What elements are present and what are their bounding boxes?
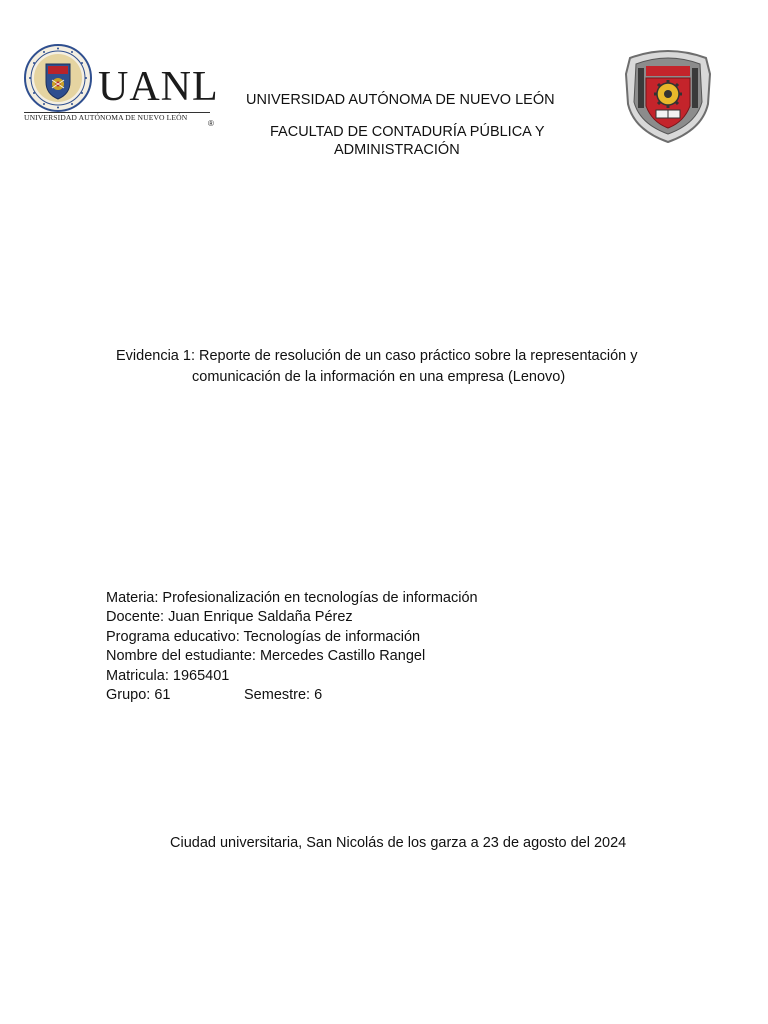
- registered-mark: ®: [208, 119, 214, 128]
- university-name: UNIVERSIDAD AUTÓNOMA DE NUEVO LEÓN: [246, 92, 555, 108]
- faculty-name-line-1: FACULTAD DE CONTADURÍA PÚBLICA Y: [270, 124, 545, 140]
- student-info-block: [106, 589, 478, 705]
- facpya-crest-icon: [622, 44, 714, 144]
- matricula-line: Matricula: 1965401: [106, 667, 230, 684]
- grupo-value: Grupo: 61: [106, 687, 171, 704]
- uanl-seal-icon: [24, 44, 92, 112]
- place-and-date: Ciudad universitaria, San Nicolás de los garza a 23 de agosto del 2024: [170, 835, 627, 851]
- document-title-line-1: Evidencia 1: Reporte de resolución de un caso práctico sobre la representación y: [116, 348, 638, 364]
- materia-line: Materia: Profesionalización en tecnologías de información: [106, 590, 478, 606]
- programa-line: Programa educativo: Tecnologías de información: [106, 628, 421, 645]
- grupo-semestre-line: [106, 686, 478, 705]
- docente-line: Docente: Juan Enrique Saldaña Pérez: [106, 609, 353, 626]
- uanl-logo: [24, 40, 224, 132]
- semestre-value: Semestre: 6: [244, 687, 323, 704]
- estudiante-line: Nombre del estudiante: Mercedes Castillo Rangel: [106, 648, 426, 665]
- faculty-name-line-2: ADMINISTRACIÓN: [334, 142, 460, 158]
- document-title-line-2: comunicación de la información en una empresa (Lenovo): [192, 369, 566, 385]
- uanl-wordmark: UANL: [98, 64, 219, 110]
- uanl-logo-subtitle: UNIVERSIDAD AUTÓNOMA DE NUEVO LEÓN: [24, 113, 188, 122]
